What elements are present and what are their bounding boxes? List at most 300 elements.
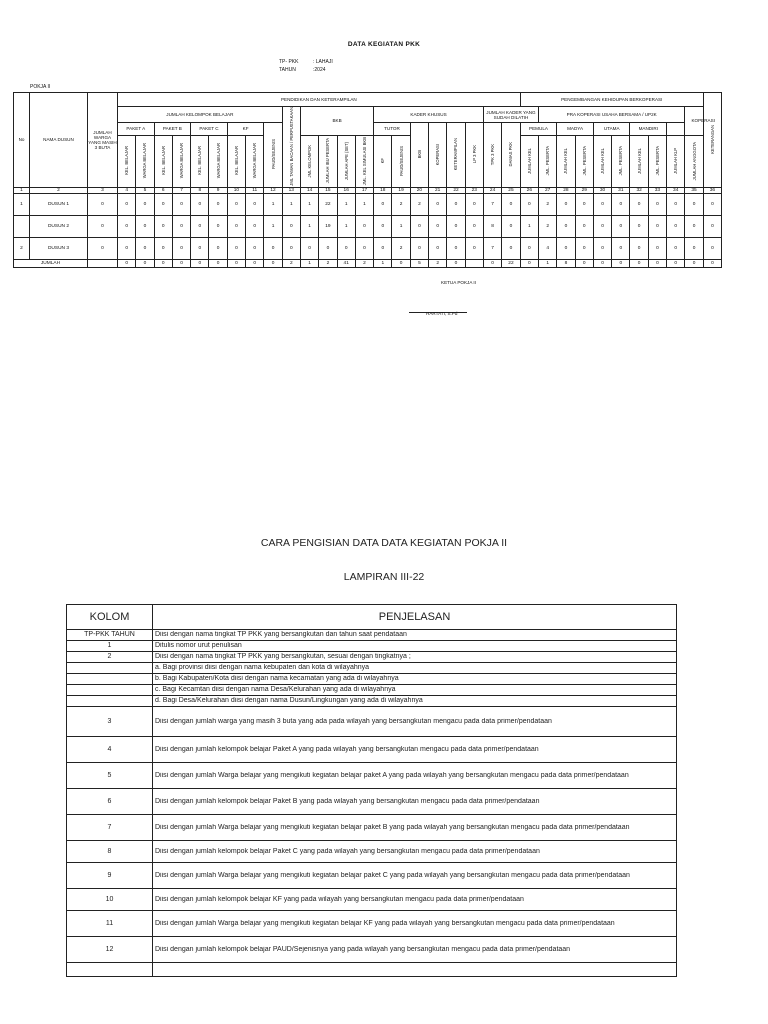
column-number: 9: [209, 187, 227, 193]
cell-value: 0: [502, 193, 520, 215]
cell-value: 0: [154, 237, 172, 259]
header-utama: UTAMA: [593, 123, 630, 136]
cell-value: 0: [429, 215, 447, 237]
cell-value: 0: [118, 193, 136, 215]
cell-value: 0: [246, 215, 264, 237]
tp-value: : LAHAJI: [313, 59, 333, 65]
jumlah-value: 0: [685, 259, 703, 267]
guide-row: [67, 696, 677, 707]
guide-kolom: [67, 663, 153, 674]
jumlah-value: 0: [575, 259, 593, 267]
guide-penjelasan: d. Bagi Desa/Kelurahan diisi dengan nama Dusun/Lingkungan yang ada di wilayahnya: [153, 696, 677, 707]
header-kel-belajar-c: KEL. BELAJAR: [191, 135, 209, 187]
guide-kolom: 4: [67, 737, 153, 763]
cell-value: 0: [282, 237, 300, 259]
jumlah-row: [14, 259, 722, 267]
column-number: 35: [685, 187, 703, 193]
cell-value: 2: [539, 215, 557, 237]
cell-value: 0: [209, 215, 227, 237]
cell-value: 0: [227, 215, 245, 237]
guide-penjelasan: Diisi dengan jumlah kelompok belajar KF yang pada wilayah yang bersangkutan mengacu pada data primer/pendataan: [153, 889, 677, 911]
column-number: 13: [282, 187, 300, 193]
jumlah-value: 0: [227, 259, 245, 267]
guide-penjelasan: Diisi dengan jumlah kelompok belajar Paket C yang pada wilayah yang bersangkutan mengacu pada data primer/pendataan: [153, 841, 677, 863]
jumlah-value: 0: [648, 259, 666, 267]
column-number: 10: [227, 187, 245, 193]
jumlah-value: 0: [209, 259, 227, 267]
guide-row: [67, 685, 677, 696]
guide-kolom: 8: [67, 841, 153, 863]
pokja-label: POKJA II: [30, 84, 51, 90]
cell-value: 0: [209, 193, 227, 215]
cell-value: 1: [337, 193, 355, 215]
guide-penjelasan: Diisi dengan nama tingkat TP PKK yang bersangkutan dan tahun saat pendataan: [153, 630, 677, 641]
column-number: 26: [520, 187, 538, 193]
header-pemula-kel: JUMLAH KEL: [520, 135, 538, 187]
jumlah-value: 0: [246, 259, 264, 267]
cell-value: 0: [172, 193, 190, 215]
guide-kolom: 10: [67, 889, 153, 911]
cell-value: 0: [703, 237, 721, 259]
jumlah-value: 1: [539, 259, 557, 267]
cell-value: 0: [612, 193, 630, 215]
header-madya: MADYA: [557, 123, 594, 136]
cell-value: 1: [355, 193, 373, 215]
cell-value: 0: [227, 237, 245, 259]
header-paket-c: PAKET C: [191, 123, 228, 136]
column-number: 4: [118, 187, 136, 193]
header-warga-belajar-a: WARGA BELAJAR: [136, 135, 154, 187]
cell-value: 0: [136, 215, 154, 237]
guide-kolom: TP-PKK TAHUN: [67, 630, 153, 641]
header-pendidikan: PENDIDIKAN DAN KETERAMPILAN: [118, 93, 521, 107]
header-nama-dusun: NAMA DUSUN: [30, 93, 88, 188]
cell-value: 2: [410, 193, 428, 215]
guide-penjelasan: b. Bagi Kabupaten/Kota diisi dengan nama kecamatan yang ada di wilayahnya: [153, 674, 677, 685]
header-bkb: BKB: [300, 107, 373, 136]
jumlah-value: 0: [593, 259, 611, 267]
header-mandiri-kel: JUMLAH KEL: [630, 135, 648, 187]
guide-penjelasan: Diisi dengan jumlah Warga belajar yang mengikuti kegiatan belajar paket C yang pada wilayah yang bersangkutan mengacu pada data primer/pendataan: [153, 863, 677, 889]
jumlah-value: 0: [703, 259, 721, 267]
guide-row: [67, 674, 677, 685]
signature-name: HARTATI, S.Pd: [426, 311, 458, 316]
cell-value: 0: [447, 237, 465, 259]
column-number: 15: [319, 187, 337, 193]
guide-penjelasan: [153, 963, 677, 977]
guide-kolom: 5: [67, 763, 153, 789]
cell-value: 0: [593, 193, 611, 215]
jumlah-value: 0: [612, 259, 630, 267]
guide-table: [66, 604, 677, 977]
header-pemula-peserta: JML. PESERTA: [539, 135, 557, 187]
cell-value: 0: [355, 237, 373, 259]
header-jml-kel-simulasi: JML. KEL SIMULASI BKB: [355, 135, 373, 187]
guide-penjelasan: Diisi dengan jumlah Warga belajar yang mengikuti kegiatan belajar KF yang pada wilayah yang bersangkutan mengacu pada data primer/pendataan: [153, 911, 677, 937]
guide-kolom: 3: [67, 707, 153, 737]
guide-row: [67, 663, 677, 674]
table-row: [14, 215, 722, 237]
header-utama-peserta: JML. PESERTA: [612, 135, 630, 187]
guide-row: [67, 937, 677, 963]
cell-value: 0: [337, 237, 355, 259]
header-kel-belajar-b: KEL. BELAJAR: [154, 135, 172, 187]
column-number: 29: [575, 187, 593, 193]
cell-value: 4: [539, 237, 557, 259]
jumlah-value: 0: [191, 259, 209, 267]
cell-value: 0: [502, 237, 520, 259]
column-number: 1: [14, 187, 30, 193]
column-number: 12: [264, 187, 282, 193]
column-number: 7: [172, 187, 190, 193]
cell-value: 0: [465, 193, 483, 215]
jumlah-value: 0: [483, 259, 501, 267]
cell-value: 2: [392, 193, 410, 215]
cell-value: 0: [410, 215, 428, 237]
cell-value: 0: [410, 237, 428, 259]
header-koperasi-kader: KOPERASI: [429, 123, 447, 188]
column-number: 14: [300, 187, 318, 193]
cell-value: 0: [502, 215, 520, 237]
guide-row: [67, 815, 677, 841]
column-number: 31: [612, 187, 630, 193]
header-jml-ibu-peserta: JUMLAH IBU PESERTA: [319, 135, 337, 187]
jumlah-value: 2: [355, 259, 373, 267]
header-bkb-kader: BKB: [410, 123, 428, 188]
header-mandiri: MANDIRI: [630, 123, 667, 136]
header-tutor-kf: KF: [374, 135, 392, 187]
header-lp3pkk: LP 3 PKK: [465, 123, 483, 188]
row-no: 2: [14, 237, 30, 259]
header-pengembangan: PENGEMBANGAN KEHIDUPAN BERKOPERASI: [520, 93, 703, 107]
cell-value: 0: [282, 215, 300, 237]
guide-penjelasan: c. Bagi Kecamtan diisi dengan nama Desa/Kelurahan yang ada di wilayahnya: [153, 685, 677, 696]
header-kader-khusus: KADER KHUSUS: [374, 107, 484, 123]
cell-value: 2: [539, 193, 557, 215]
row-dusun-name: DUSUN 2: [30, 215, 88, 237]
guide-header-penjelasan: PENJELASAN: [153, 605, 677, 630]
header-taman-bacaan: JML TAMAN BACAAN / PERPUSTAKAAN: [282, 107, 300, 188]
cell-value: 0: [154, 193, 172, 215]
cell-value: 1: [264, 215, 282, 237]
guide-penjelasan: a. Bagi provinsi diisi dengan nama kebupaten dan kota di wilayahnya: [153, 663, 677, 674]
cell-value: 0: [648, 215, 666, 237]
header-paket-b: PAKET B: [154, 123, 191, 136]
guide-kolom: [67, 674, 153, 685]
table-row: [14, 237, 722, 259]
jumlah-spacer: [88, 259, 118, 267]
jumlah-value: 2: [282, 259, 300, 267]
cell-value: 0: [667, 193, 685, 215]
cell-value: 0: [300, 237, 318, 259]
column-number: 17: [355, 187, 373, 193]
column-number: 32: [630, 187, 648, 193]
guide-row: [67, 763, 677, 789]
cell-value: 0: [191, 215, 209, 237]
header-warga-belajar-b: WARGA BELAJAR: [172, 135, 190, 187]
cell-value: 0: [227, 193, 245, 215]
cell-value: 0: [685, 237, 703, 259]
guide-kolom: [67, 696, 153, 707]
column-number: 27: [539, 187, 557, 193]
cell-value: 0: [191, 237, 209, 259]
column-number: 21: [429, 187, 447, 193]
row-dusun-name: DUSUN 3: [30, 237, 88, 259]
guide-kolom: 6: [67, 789, 153, 815]
cell-value: 0: [191, 193, 209, 215]
cell-value: 0: [209, 237, 227, 259]
pkk-data-table: [13, 92, 722, 268]
column-number: 11: [246, 187, 264, 193]
guide-row: [67, 911, 677, 937]
guide-kolom: 7: [67, 815, 153, 841]
header-keterangan: KETERANGAN: [703, 93, 721, 188]
header-paud: PAUD/SEJENIS: [264, 123, 282, 188]
jumlah-value: 0: [118, 259, 136, 267]
row-no: 1: [14, 193, 30, 215]
guide-row: [67, 863, 677, 889]
cell-value: 0: [667, 215, 685, 237]
header-kf: KF: [227, 123, 264, 136]
header-utama-kel: JUMLAH KEL: [593, 135, 611, 187]
cell-value: 0: [612, 237, 630, 259]
jumlah-value: 0: [630, 259, 648, 267]
cell-value: 0: [648, 237, 666, 259]
column-number: 18: [374, 187, 392, 193]
cell-value: 1: [300, 215, 318, 237]
jumlah-value: 1: [374, 259, 392, 267]
guide-lampiran: LAMPIRAN III-22: [343, 571, 425, 583]
cell-value: 0: [374, 215, 392, 237]
header-jml-ape: JUMLAH APE (SET): [337, 135, 355, 187]
cell-value: 0: [630, 193, 648, 215]
guide-kolom: 12: [67, 937, 153, 963]
column-number: 24: [483, 187, 501, 193]
cell-value: 0: [319, 237, 337, 259]
header-jumlah-kelompok-belajar: JUMLAH KELOMPOK BELAJAR: [118, 107, 283, 123]
cell-value: 0: [429, 193, 447, 215]
guide-penjelasan: Diisi dengan jumlah kelompok belajar Paket A yang pada wilayah yang bersangkutan mengacu pada data primer/pendataan: [153, 737, 677, 763]
jumlah-value: 41: [337, 259, 355, 267]
guide-kolom: 11: [67, 911, 153, 937]
guide-row: [67, 963, 677, 977]
column-number: 19: [392, 187, 410, 193]
tahun-value: :2024: [313, 67, 326, 73]
column-number: 6: [154, 187, 172, 193]
column-number: 33: [648, 187, 666, 193]
column-number: 34: [667, 187, 685, 193]
header-koperasi: KOPERASI: [685, 107, 722, 136]
guide-penjelasan: Ditulis nomor urut penulisan: [153, 641, 677, 652]
cell-value: 0: [593, 237, 611, 259]
header-pemula: PEMULA: [520, 123, 557, 136]
cell-value: 0: [264, 237, 282, 259]
column-number: 23: [465, 187, 483, 193]
header-tpk3pkk: TPK 3 PKK: [483, 123, 501, 188]
cell-value: 0: [575, 193, 593, 215]
jumlah-value: [465, 259, 483, 267]
row-no: [14, 215, 30, 237]
cell-value: 0: [88, 237, 118, 259]
cell-value: 0: [136, 237, 154, 259]
guide-kolom: 1: [67, 641, 153, 652]
guide-kolom: [67, 963, 153, 977]
column-number: 2: [30, 187, 88, 193]
guide-row: [67, 707, 677, 737]
cell-value: 0: [118, 215, 136, 237]
guide-row: [67, 652, 677, 663]
cell-value: 0: [447, 193, 465, 215]
guide-penjelasan: Diisi dengan jumlah warga yang masih 3 buta yang ada pada wilayah yang bersangkutan mengacu pada data primer/pendataan: [153, 707, 677, 737]
column-number: 5: [136, 187, 154, 193]
header-tutor: TUTOR: [374, 123, 411, 136]
column-number: 36: [703, 187, 721, 193]
cell-value: 0: [685, 193, 703, 215]
cell-value: 0: [557, 193, 575, 215]
cell-value: 0: [88, 193, 118, 215]
guide-kolom: [67, 685, 153, 696]
header-no: No: [14, 93, 30, 188]
cell-value: 1: [300, 193, 318, 215]
guide-penjelasan: Diisi dengan jumlah Warga belajar yang mengikuti kegiatan belajar paket B yang pada wilayah yang bersangkutan mengacu pada data primer/pendataan: [153, 815, 677, 841]
cell-value: 0: [374, 237, 392, 259]
header-warga-belajar-kf: WARGA BELAJAR: [246, 135, 264, 187]
guide-title: CARA PENGISIAN DATA DATA KEGIATAN POKJA II: [260, 537, 508, 549]
header-kader-dilatih: JUMLAH KADER YANG SUDAH DILATIH: [483, 107, 538, 123]
cell-value: 0: [667, 237, 685, 259]
cell-value: 0: [355, 215, 373, 237]
header-tutor-paud: PAUD/SEJENIS: [392, 135, 410, 187]
header-madya-peserta: JML. PESERTA: [575, 135, 593, 187]
header-kel-belajar-kf: KEL. BELAJAR: [227, 135, 245, 187]
jumlah-value: 1: [300, 259, 318, 267]
tp-label: TP- PKK: [279, 59, 299, 65]
cell-value: 0: [136, 193, 154, 215]
jumlah-value: 2: [319, 259, 337, 267]
cell-value: 0: [88, 215, 118, 237]
jumlah-value: 22: [502, 259, 520, 267]
header-koperasi-anggota: JUMLAH ANGGOTA: [685, 135, 703, 187]
cell-value: 1: [392, 215, 410, 237]
jumlah-value: 0: [447, 259, 465, 267]
cell-value: 0: [557, 215, 575, 237]
guide-kolom: 2: [67, 652, 153, 663]
header-ketrampilan: KETERAMPILAN: [447, 123, 465, 188]
cell-value: 7: [483, 193, 501, 215]
cell-value: 0: [374, 193, 392, 215]
guide-penjelasan: Diisi dengan jumlah Warga belajar yang mengikuti kegiatan belajar paket A yang pada wilayah yang bersangkutan mengacu pada data primer/pendataan: [153, 763, 677, 789]
cell-value: 0: [447, 215, 465, 237]
jumlah-value: 0: [154, 259, 172, 267]
cell-value: 0: [685, 215, 703, 237]
cell-value: 1: [282, 193, 300, 215]
cell-value: 0: [593, 215, 611, 237]
column-number: 8: [191, 187, 209, 193]
column-number: 16: [337, 187, 355, 193]
cell-value: 0: [630, 215, 648, 237]
header-jumlah-warga: JUMLAH WARGA YANG MASIH 3 BUTA: [88, 93, 118, 188]
cell-value: 0: [118, 237, 136, 259]
cell-value: 1: [337, 215, 355, 237]
column-number: 28: [557, 187, 575, 193]
header-madya-kel: JUMLAH KEL: [557, 135, 575, 187]
tahun-label: TAHUN: [279, 67, 296, 73]
cell-value: 0: [429, 237, 447, 259]
cell-value: 0: [520, 193, 538, 215]
document-title: DATA KEGIATAN PKK: [347, 41, 421, 48]
column-number: 30: [593, 187, 611, 193]
guide-row: [67, 630, 677, 641]
header-kel-belajar-a: KEL. BELAJAR: [118, 135, 136, 187]
guide-row: [67, 641, 677, 652]
cell-value: 7: [483, 237, 501, 259]
header-jml-kelompok: JML KELOMPOK: [300, 135, 318, 187]
header-warga-belajar-c: WARGA BELAJAR: [209, 135, 227, 187]
cell-value: 0: [172, 237, 190, 259]
cell-value: 0: [520, 237, 538, 259]
cell-value: 0: [703, 215, 721, 237]
column-number: 20: [410, 187, 428, 193]
cell-value: 8: [483, 215, 501, 237]
cell-value: 0: [172, 215, 190, 237]
guide-header-kolom: KOLOM: [67, 605, 153, 630]
cell-value: 0: [575, 215, 593, 237]
jumlah-label: JUMLAH: [14, 259, 88, 267]
cell-value: 0: [465, 237, 483, 259]
header-koperasi-klp: JUMLAH KLP: [667, 135, 685, 187]
jumlah-value: 0: [392, 259, 410, 267]
cell-value: 0: [575, 237, 593, 259]
cell-value: 0: [465, 215, 483, 237]
table-row: [14, 193, 722, 215]
cell-value: 1: [520, 215, 538, 237]
cell-value: 0: [648, 193, 666, 215]
header-damas: DAMAS PKK: [502, 123, 520, 188]
cell-value: 2: [392, 237, 410, 259]
guide-row: [67, 789, 677, 815]
signature-role: KETUA POKJA II: [441, 280, 476, 285]
jumlah-value: 8: [557, 259, 575, 267]
cell-value: 1: [264, 193, 282, 215]
jumlah-value: 0: [136, 259, 154, 267]
jumlah-value: 0: [520, 259, 538, 267]
cell-value: 0: [630, 237, 648, 259]
cell-value: 0: [557, 237, 575, 259]
guide-penjelasan: Diisi dengan jumlah kelompok belajar PAUD/Sejenisnya yang pada wilayah yang bersangkutan mengacu pada data primer/pendataan: [153, 937, 677, 963]
jumlah-value: 0: [172, 259, 190, 267]
guide-row: [67, 737, 677, 763]
guide-penjelasan: Diisi dengan jumlah kelompok belajar Paket B yang pada wilayah yang bersangkutan mengacu pada data primer/pendataan: [153, 789, 677, 815]
cell-value: 0: [703, 193, 721, 215]
guide-penjelasan: Diisi dengan nama tingkat TP PKK yang bersangkutan, sesuai dengan tingkatnya ;: [153, 652, 677, 663]
column-number: 22: [447, 187, 465, 193]
cell-value: 22: [319, 193, 337, 215]
column-number: 3: [88, 187, 118, 193]
cell-value: 19: [319, 215, 337, 237]
jumlah-value: 0: [667, 259, 685, 267]
jumlah-value: 5: [410, 259, 428, 267]
header-paket-a: PAKET A: [118, 123, 155, 136]
header-mandiri-peserta: JML. PESERTA: [648, 135, 666, 187]
cell-value: 0: [246, 237, 264, 259]
guide-row: [67, 841, 677, 863]
cell-value: 0: [612, 215, 630, 237]
cell-value: 0: [154, 215, 172, 237]
jumlah-value: 0: [264, 259, 282, 267]
header-pra-koperasi: PRA KOPERASI USAHA BERSAMA / UP2K: [539, 107, 685, 123]
cell-value: 0: [246, 193, 264, 215]
guide-row: [67, 889, 677, 911]
